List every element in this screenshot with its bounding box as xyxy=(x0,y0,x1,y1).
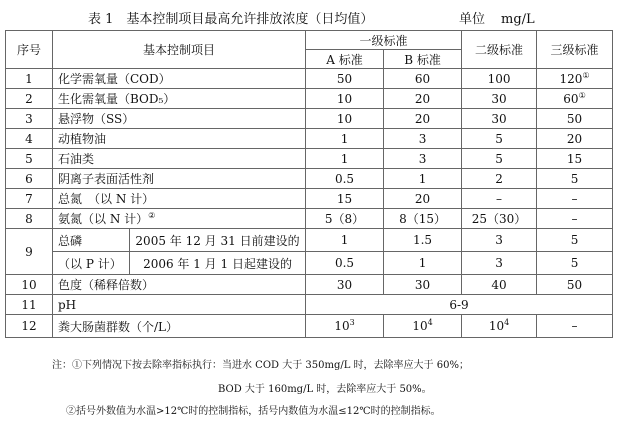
value-grade2: 5 xyxy=(462,129,537,149)
header-item: 基本控制项目 xyxy=(53,31,306,69)
footnote-1-continued: BOD 大于 160mg/L 时，去除率应大于 50%。 xyxy=(218,384,432,395)
value-a: 5（8） xyxy=(306,209,384,229)
base-number: 10 xyxy=(334,319,350,333)
value-grade2: – xyxy=(462,189,537,209)
value-b: 3 xyxy=(384,149,462,169)
row-item: 化学需氧量（COD） xyxy=(53,69,306,89)
row-no: 5 xyxy=(6,149,53,169)
header-no: 序号 xyxy=(6,31,53,69)
base-number: 10 xyxy=(412,319,428,333)
row-no: 9 xyxy=(6,229,53,275)
value-grade3 xyxy=(537,89,613,109)
item-text: 氨氮（以 N 计） xyxy=(58,212,149,226)
base-number: 10 xyxy=(488,319,505,333)
row-item: pH xyxy=(53,295,306,315)
table-caption xyxy=(0,8,617,26)
unit-value: mg/L xyxy=(501,12,535,27)
row-no: 7 xyxy=(6,189,53,209)
footnote-1: 注：①下列情况下按去除率指标执行：当进水 COD 大于 350mg/L 时，去除率应大于 60%； xyxy=(52,360,469,371)
table-row xyxy=(6,69,613,89)
value-grade3: 5 xyxy=(537,169,613,189)
table-row xyxy=(6,109,613,129)
discharge-standards-table xyxy=(5,30,613,338)
value-b: 60 xyxy=(384,69,462,89)
row-item: 石油类 xyxy=(53,149,306,169)
value-b: 20 xyxy=(384,89,462,109)
footnote-mark: ① xyxy=(578,90,586,100)
row-no: 2 xyxy=(6,89,53,109)
row-no: 4 xyxy=(6,129,53,149)
table-row xyxy=(6,149,613,169)
value-grade2: 25（30） xyxy=(462,209,537,229)
phosphorus-label-1: 总磷 xyxy=(53,229,130,252)
phosphorus-sub-2: 2006 年 1 月 1 日起建设的 xyxy=(130,252,306,275)
ph-value: 6-9 xyxy=(306,295,613,315)
row-item: 悬浮物（SS） xyxy=(53,109,306,129)
table-row xyxy=(6,129,613,149)
phosphorus-label-2: （以 P 计） xyxy=(53,252,130,275)
value-grade3 xyxy=(537,69,613,89)
table-row xyxy=(6,209,613,229)
value-a: 1 xyxy=(306,229,384,252)
grade3-number: 120 xyxy=(559,71,583,86)
row-no: 10 xyxy=(6,275,53,295)
value-a: 10 xyxy=(306,109,384,129)
row-no: 12 xyxy=(6,315,53,338)
exponent: 4 xyxy=(504,318,510,327)
value-b: 20 xyxy=(384,109,462,129)
footnote-mark: ① xyxy=(582,70,590,80)
value-grade3: – xyxy=(537,209,613,229)
value-grade2: 3 xyxy=(462,252,537,275)
exponent: 3 xyxy=(349,318,355,327)
row-item: 动植物油 xyxy=(53,129,306,149)
header-grade1-b: B 标准 xyxy=(384,50,462,69)
value-b: 1 xyxy=(384,169,462,189)
row-item: 总氮 （以 N 计） xyxy=(53,189,306,209)
value-grade2: 30 xyxy=(462,109,537,129)
table-row xyxy=(6,169,613,189)
table-row xyxy=(6,275,613,295)
value-grade2: 30 xyxy=(462,89,537,109)
unit-word: 单位 xyxy=(459,12,486,27)
value-b: 30 xyxy=(384,275,462,295)
value-grade3: 50 xyxy=(537,109,613,129)
value-grade3: 5 xyxy=(537,252,613,275)
header-grade1: 一级标准 xyxy=(306,31,462,50)
table-row xyxy=(6,295,613,315)
value-grade3: 50 xyxy=(537,275,613,295)
table-row xyxy=(6,229,613,252)
phosphorus-sub-1: 2005 年 12 月 31 日前建设的 xyxy=(130,229,306,252)
value-grade2 xyxy=(462,315,537,338)
table-row xyxy=(6,189,613,209)
value-b: 20 xyxy=(384,189,462,209)
value-grade2: 3 xyxy=(462,229,537,252)
value-b: 3 xyxy=(384,129,462,149)
value-a: 1 xyxy=(306,129,384,149)
grade3-number: 60 xyxy=(563,91,579,106)
value-grade2: 2 xyxy=(462,169,537,189)
row-item: 粪大肠菌群数（个/L） xyxy=(53,315,306,338)
row-no: 8 xyxy=(6,209,53,229)
row-item xyxy=(53,209,306,229)
table-row xyxy=(6,89,613,109)
footnote-2: ②括号外数值为水温>12℃时的控制指标，括号内数值为水温≤12℃时的控制指标。 xyxy=(66,406,441,417)
value-grade3: 15 xyxy=(537,149,613,169)
value-b: 8（15） xyxy=(384,209,462,229)
value-b xyxy=(384,315,462,338)
value-grade3: 5 xyxy=(537,229,613,252)
table-row xyxy=(6,315,613,338)
value-a: 50 xyxy=(306,69,384,89)
unit-label xyxy=(459,8,535,27)
value-b: 1 xyxy=(384,252,462,275)
value-grade3: 20 xyxy=(537,129,613,149)
value-grade2: 40 xyxy=(462,275,537,295)
value-grade2: 100 xyxy=(462,69,537,89)
value-a: 0.5 xyxy=(306,252,384,275)
exponent: 4 xyxy=(427,318,433,327)
value-grade2: 5 xyxy=(462,149,537,169)
row-item: 阴离子表面活性剂 xyxy=(53,169,306,189)
header-grade1-a: A 标准 xyxy=(306,50,384,69)
value-b: 1.5 xyxy=(384,229,462,252)
value-a: 30 xyxy=(306,275,384,295)
footnote-mark: ② xyxy=(148,211,156,220)
table-title: 表 1 基本控制项目最高允许排放浓度（日均值） xyxy=(88,12,374,27)
row-no: 3 xyxy=(6,109,53,129)
row-no: 11 xyxy=(6,295,53,315)
table-row xyxy=(6,252,613,275)
value-a xyxy=(306,315,384,338)
value-a: 10 xyxy=(306,89,384,109)
header-grade3: 三级标准 xyxy=(537,31,613,69)
row-item: 生化需氧量（BOD₅） xyxy=(53,89,306,109)
value-a: 0.5 xyxy=(306,169,384,189)
row-no: 6 xyxy=(6,169,53,189)
value-grade3: – xyxy=(537,189,613,209)
value-grade3: – xyxy=(537,315,613,338)
header-grade2: 二级标准 xyxy=(462,31,537,69)
row-no: 1 xyxy=(6,69,53,89)
row-item: 色度（稀释倍数） xyxy=(53,275,306,295)
value-a: 1 xyxy=(306,149,384,169)
value-a: 15 xyxy=(306,189,384,209)
